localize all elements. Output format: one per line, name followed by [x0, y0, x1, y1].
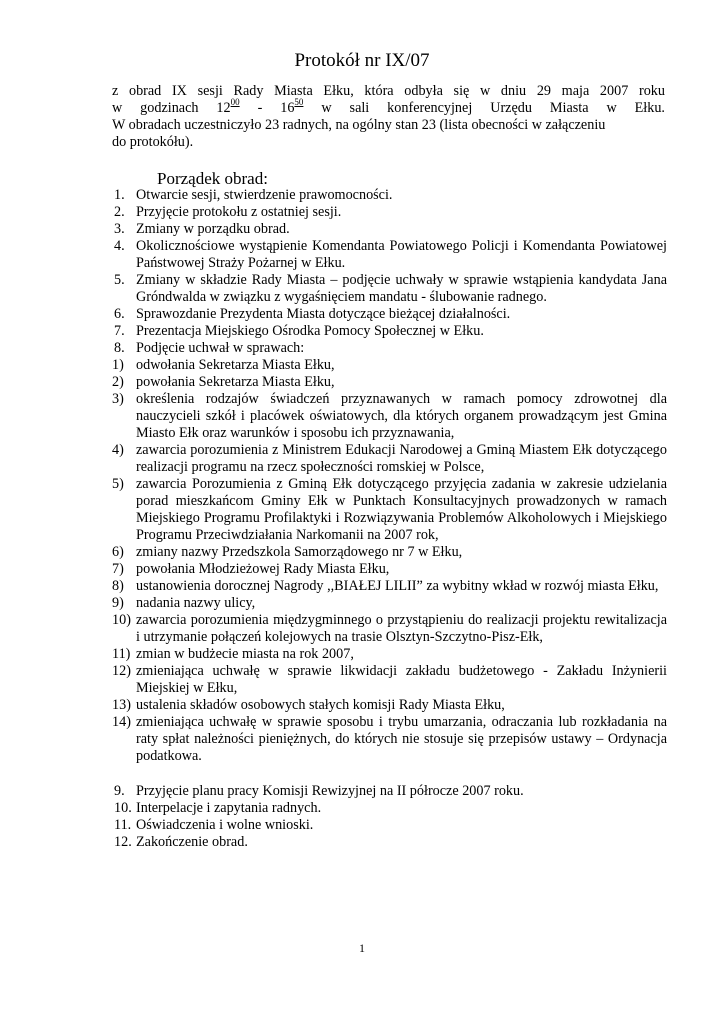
item-text: określenia rodzajów świadczeń przyznawanych w ramach pomocy zdrowotnej dla nauczycieli szkół i placówek oświatowych, dla których organem prowadzącym jest Gmina Miasto Ełk oraz warunków i sposobu ich przyznawania,: [136, 391, 667, 441]
agenda-item: [112, 272, 667, 306]
item-text: Przyjęcie protokołu z ostatniej sesji.: [136, 204, 342, 220]
item-text: Podjęcie uchwał w sprawach:: [136, 340, 305, 356]
item-number: 6.: [114, 306, 125, 322]
item-text: zmiany nazwy Przedszkola Samorządowego nr 7 w Ełku,: [136, 544, 463, 560]
agenda-item: [112, 323, 667, 340]
agenda-item: [112, 817, 667, 834]
agenda-item: [112, 800, 667, 817]
location-text: w sali konferencyjnej Urzędu Miasta w Ełku.: [303, 100, 665, 116]
item-text: Otwarcie sesji, stwierdzenie prawomocności.: [136, 187, 393, 203]
agenda-item: [112, 357, 667, 374]
agenda-item: [112, 561, 667, 578]
agenda-item: [112, 714, 667, 765]
time-end-minutes: 50: [294, 97, 304, 107]
item-number: 11.: [114, 817, 132, 833]
item-text: zawarcia Porozumienia z Gminą Ełk dotyczącego przyjęcia zadania w zakresie udzielania porad mieszkańcom Gminy Ełk w Punktach Konsultacyjnych prowadzonych w ramach Miejskiego Programu Profilaktyki i Rozwiązywania Problemów Alkoholowych i Miejskiego Programu Przeciwdziałania Narkomanii na 2007 rok,: [136, 476, 667, 543]
item-text: powołania Sekretarza Miasta Ełku,: [136, 374, 335, 390]
agenda-heading: Porządek obrad:: [157, 169, 268, 188]
agenda-item: [112, 442, 667, 476]
item-number: 1.: [114, 187, 125, 203]
item-number: 5.: [114, 272, 125, 288]
item-text: ustalenia składów osobowych stałych komisji Rady Miasta Ełku,: [136, 697, 505, 713]
item-text: odwołania Sekretarza Miasta Ełku,: [136, 357, 335, 373]
agenda-item: [112, 612, 667, 646]
item-number: 14): [112, 714, 131, 730]
item-number: 2): [112, 374, 124, 390]
intro-line-time: [112, 97, 665, 117]
item-text: Przyjęcie planu pracy Komisji Rewizyjnej na II półrocze 2007 roku.: [136, 783, 524, 799]
agenda-item: [112, 187, 667, 204]
item-number: 10): [112, 612, 131, 628]
intro-line: do protokółu).: [112, 134, 194, 150]
agenda-item: [112, 646, 667, 663]
time-start: w godzinach 12: [112, 100, 231, 116]
agenda-item: [112, 783, 667, 800]
item-text: zmieniająca uchwałę w sprawie likwidacji zakładu budżetowego - Zakładu Inżynierii Miejskiej w Ełku,: [136, 663, 667, 696]
item-number: 5): [112, 476, 124, 492]
item-text: Interpelacje i zapytania radnych.: [136, 800, 322, 816]
time-end: - 16: [239, 100, 295, 116]
item-number: 3.: [114, 221, 125, 237]
item-text: zmieniająca uchwałę w sprawie sposobu i trybu umarzania, odraczania lub rozkładania na raty spłat należności pieniężnych, do których nie stosuje się przepisów ustawy – Ordynacja podatkowa.: [136, 714, 667, 764]
item-number: 4.: [114, 238, 125, 254]
agenda-item: [112, 374, 667, 391]
item-text: Sprawozdanie Prezydenta Miasta dotyczące bieżącej działalności.: [136, 306, 511, 322]
item-number: 3): [112, 391, 124, 407]
item-text: zawarcia porozumienia z Ministrem Edukacji Narodowej a Gminą Miastem Ełk dotyczącego realizacji programu na rzecz społeczności romskiej w Polsce,: [136, 442, 667, 475]
item-number: 12.: [114, 834, 132, 850]
document-title: Protokół nr IX/07: [294, 50, 430, 71]
agenda-item: [112, 544, 667, 561]
agenda-item: [112, 204, 667, 221]
item-number: 8.: [114, 340, 125, 356]
agenda-list: [112, 187, 667, 851]
item-text: powołania Młodzieżowej Rady Miasta Ełku,: [136, 561, 390, 577]
agenda-item: [112, 476, 667, 544]
item-number: 7): [112, 561, 124, 577]
item-text: ustanowienia dorocznej Nagrody ,,BIAŁEJ LILII” za wybitny wkład w rozwój miasta Ełku,: [136, 578, 659, 594]
item-number: 8): [112, 578, 124, 594]
agenda-item: [112, 578, 667, 595]
agenda-item: [112, 595, 667, 612]
item-number: 7.: [114, 323, 125, 339]
item-number: 9.: [114, 783, 125, 799]
item-text: Oświadczenia i wolne wnioski.: [136, 817, 314, 833]
item-text: Zakończenie obrad.: [136, 834, 248, 850]
item-text: Zmiany w porządku obrad.: [136, 221, 290, 237]
item-text: nadania nazwy ulicy,: [136, 595, 256, 611]
agenda-item: [112, 663, 667, 697]
agenda-item: [112, 834, 667, 851]
item-number: 2.: [114, 204, 125, 220]
agenda-item: [112, 391, 667, 442]
item-text: zawarcia porozumienia międzygminnego o przystąpieniu do realizacji projektu rewitalizacja i utrzymanie połączeń kolejowych na trasie Olsztyn-Szczytno-Pisz-Ełk,: [136, 612, 667, 645]
item-text: Okolicznościowe wystąpienie Komendanta Powiatowego Policji i Komendanta Powiatowej Państwowej Straży Pożarnej w Ełku.: [136, 238, 667, 271]
agenda-item: [112, 697, 667, 714]
item-text: Zmiany w składzie Rady Miasta – podjęcie uchwały w sprawie wstąpienia kandydata Jana Gróndwalda w związku z wygaśnięciem mandatu - ślubowanie radnego.: [136, 272, 667, 305]
intro-line: z obrad IX sesji Rady Miasta Ełku, która odbyła się w dniu 29 maja 2007 roku: [112, 83, 665, 99]
agenda-item: [112, 306, 667, 323]
item-text: zmian w budżecie miasta na rok 2007,: [136, 646, 354, 662]
item-number: 13): [112, 697, 131, 713]
agenda-item: [112, 238, 667, 272]
item-number: 11): [112, 646, 131, 662]
item-number: 10.: [114, 800, 132, 816]
agenda-item: [112, 221, 667, 238]
agenda-item: [112, 340, 667, 357]
intro-line: W obradach uczestniczyło 23 radnych, na ogólny stan 23 (lista obecności w załączeniu: [112, 117, 606, 133]
time-start-minutes: 00: [230, 97, 240, 107]
item-number: 9): [112, 595, 124, 611]
page-number: 1: [359, 941, 365, 955]
item-text: Prezentacja Miejskiego Ośrodka Pomocy Społecznej w Ełku.: [136, 323, 484, 339]
item-number: 12): [112, 663, 131, 679]
item-number: 6): [112, 544, 124, 560]
item-number: 1): [112, 357, 124, 373]
intro-paragraph: [112, 83, 665, 151]
item-number: 4): [112, 442, 124, 458]
